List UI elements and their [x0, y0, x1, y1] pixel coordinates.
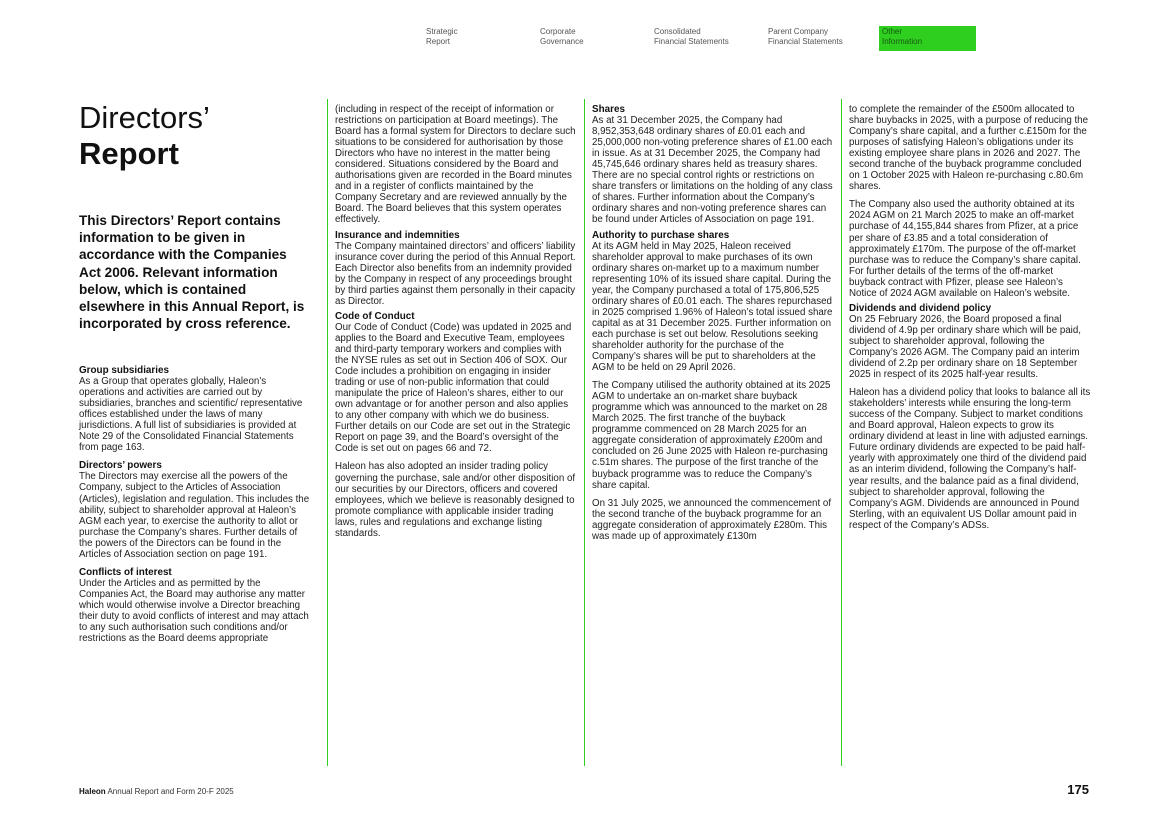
column-divider — [327, 99, 328, 766]
tab-label-line2: Report — [426, 37, 451, 46]
tab-corporate-governance[interactable] — [537, 26, 661, 51]
column-2 — [335, 104, 577, 546]
tab-label-line2: Information — [882, 37, 923, 46]
tab-consolidated-financial-statements[interactable] — [651, 26, 775, 51]
paragraph-group-subsidiaries: As a Group that operates globally, Haleon’s operations and activities are carried out by subsidiaries, branches and scientific/ representative offices established under the laws of many jurisdictions. A full list of subsidiaries is provided at Note 29 of the Consolidated Financial Statements from page 163. — [79, 376, 303, 454]
footer-document-title — [79, 787, 234, 796]
paragraph-directors-powers: The Directors may exercise all the powers of the Company, subject to the Articles of Association (Articles), legislation and regulation. This includes the ability, subject to shareholder approval at Haleon’s AGM each year, to exercise the authority to allot or purchase the Company’s shares. Further details of the powers of the Directors can be found in the Articles of Association section on page 191. — [79, 471, 310, 560]
column-4 — [849, 104, 1091, 538]
tab-label-line1: Corporate — [540, 27, 576, 36]
section-navigation — [0, 26, 1168, 51]
paragraph-dividends-1: On 25 February 2026, the Board proposed a final dividend of 4.9p per ordinary share which will be paid, subject to shareholder approval, following the Company’s 2026 AGM. The Company paid an interim dividend of 2.2p per ordinary share on 18 September 2025 in respect of its 2025 half-year results. — [849, 313, 1081, 381]
page-number: 175 — [1067, 782, 1089, 797]
tab-label-line2: Governance — [540, 37, 584, 46]
section-heading-conflicts-of-interest: Conflicts of interest — [79, 566, 172, 578]
paragraph-conflicts-of-interest: Under the Articles and as permitted by the Companies Act, the Board may authorise any matter which would otherwise involve a Director breaching their duty to avoid conflicts of interest and may attach to any such authorisation such conditions and/or restrictions as the Board deems appropriate — [79, 577, 309, 645]
paragraph-authority-2: The Company utilised the authority obtained at its 2025 AGM to undertake an on-market share buyback programme which was announced to the market on 28 March 2025. The first tranche of the buyback programme commenced on 28 March 2025 for an aggregate consideration of approximately £200m and concluded on 26 June 2025 with Haleon re-purchasing c.51m shares. The purpose of the first tranche of the buyback programme was to reduce the Company’s share capital. — [592, 380, 831, 491]
paragraph-conflicts-continued: (including in respect of the receipt of information or restrictions on participation at Board meetings). The Board has a formal system for Directors to declare such situations to be considered for authorisation by those Directors who have no interest in the matter being considered. Situations considered by the Board and authorisations given are recorded in the Board minutes and in a register of conflicts maintained by the Company Secretary and are reviewed annually by the Board. The Board believes that this system operates effectively. — [335, 104, 576, 226]
footer-document-name: Annual Report and Form 20-F 2025 — [107, 787, 234, 796]
column-divider — [584, 99, 585, 766]
paragraph-insider-trading: Haleon has also adopted an insider trading policy governing the purchase, sale and/or other disposition of our securities by our Directors, officers and covered employees, which we believe is reasonably designed to promote compliance with applicable insider trading laws, rules and regulations and exchange listing standards. — [335, 461, 576, 539]
tab-label-line1: Other — [882, 27, 903, 36]
paragraph-buyback-continued: to complete the remainder of the £500m allocated to share buybacks in 2025, with a purpose of reducing the Company’s share capital, and a further c.£150m for the purposes of satisfying Haleon’s obligations under its existing employee share plans in 2026 and 2027. The second tranche of the buyback programme concluded on 1 October 2025 with Haleon re-purchasing c.80.6m shares. — [849, 104, 1089, 193]
column-1 — [79, 365, 311, 651]
tab-label-line2: Financial Statements — [768, 37, 843, 46]
section-heading-dividends: Dividends and dividend policy — [849, 302, 992, 314]
footer-brand: Haleon — [79, 787, 106, 796]
paragraph-authority-1: At its AGM held in May 2025, Haleon received shareholder approval to make purchases of its own ordinary shares on-market up to a maximum number representing 10% of its issued share capital. During the year, the Company purchased a total of 175,806,525 ordinary shares of £0.01 each. The shares repurchased in 2025 comprised 1.96% of Haleon’s total issued share capital as at 31 December 2025. Further information on each purchase is set out below. Resolutions seeking shareholder authority for the purchase of the Company’s shares will be put to shareholders at the AGM to be held on 29 April 2026. — [592, 240, 833, 374]
section-heading-insurance: Insurance and indemnities — [335, 229, 460, 241]
paragraph-insurance: The Company maintained directors’ and officers’ liability insurance cover during the period of this Annual Report. Each Director also benefits from an indemnity provided by the Company in respect of any proceedings brought by third parties against them personally in their capacity as Director. — [335, 240, 576, 307]
paragraph-code-of-conduct: Our Code of Conduct (Code) was updated in 2025 and applies to the Board and Executive Team, employees and third-party temporary workers and complies with the NYSE rules as set out in Section 406 of SOX. Our Code includes a prohibition on engaging in insider trading or use of non-public information that could manipulate the price of Haleon’s shares, either to our own advantage or for another person and also applies to any other company with which we do business. Further details on our Code are set out in the Strategic Report on page 39, and the Board’s oversight of the Code is set out on pages 66 and 72. — [335, 321, 572, 455]
paragraph-off-market-purchase: The Company also used the authority obtained at its 2024 AGM on 21 March 2025 to make an off-market purchase of 44,155,844 shares from Pfizer, at a price per share of £3.85 and a total consideration of approximately £170m. The purpose of the off-market purchase was to reduce the Company’s share capital. For further details of the terms of the off-market buyback contract with Pfizer, please see Haleon’s Notice of 2024 AGM available on Haleon’s website. — [849, 199, 1081, 299]
section-heading-shares: Shares — [592, 104, 625, 115]
page-title — [79, 100, 210, 172]
paragraph-shares: As at 31 December 2025, the Company had 8,952,353,648 ordinary shares of £0.01 each and 25,000,000 non-voting preference shares of £1.00 each in issue. As at 31 December 2025, the Company had 45,745,646 ordinary shares held as treasury shares. There are no special control rights or restrictions on share transfers or limitations on the holding of any class of shares. Further information about the Company’s ordinary shares and non-voting preference shares can be found under Articles of Association on page 191. — [592, 115, 833, 226]
section-heading-authority-to-purchase: Authority to purchase shares — [592, 229, 730, 241]
section-heading-directors-powers: Directors’ powers — [79, 460, 162, 472]
page-title-line2: Report — [79, 136, 179, 171]
tab-label-line1: Consolidated — [654, 27, 701, 36]
tab-other-information[interactable] — [879, 26, 976, 51]
paragraph-dividends-2: Haleon has a dividend policy that looks to balance all its stakeholders’ interests while ensuring the long-term success of the Company. Subject to market conditions and Board approval, Haleon expects to grow its ordinary dividend at least in line with adjusted earnings. Future ordinary dividends are expected to be paid half-yearly with approximately one third of the dividend paid as an interim dividend, following the Company’s half-year results, and the balance paid as a final dividend, subject to shareholder approval, following the Company’s AGM. Dividends are announced in Pound Sterling, with an equivalent US Dollar amount paid in respect of the Company’s ADSs. — [849, 387, 1091, 531]
paragraph-authority-3: On 31 July 2025, we announced the commencement of the second tranche of the buyback programme for an aggregate consideration of approximately £280m. This was made up of approximately £130m — [592, 497, 832, 542]
column-3 — [592, 104, 834, 549]
section-heading-group-subsidiaries: Group subsidiaries — [79, 365, 169, 376]
tab-label-line1: Parent Company — [768, 27, 829, 36]
tab-label-line2: Financial Statements — [654, 37, 729, 46]
tab-strategic-report[interactable] — [423, 26, 547, 51]
column-divider — [841, 99, 842, 766]
tab-label-line1: Strategic — [426, 27, 458, 36]
section-heading-code-of-conduct: Code of Conduct — [335, 310, 415, 322]
intro-paragraph: This Directors’ Report contains information to be given in accordance with the Companies Act 2006. Relevant information below, which is contained elsewhere in this Annual Report, is incorporated by cross reference. — [79, 213, 305, 332]
page-title-line1: Directors’ — [79, 100, 210, 135]
tab-parent-company-financial-statements[interactable] — [765, 26, 889, 51]
